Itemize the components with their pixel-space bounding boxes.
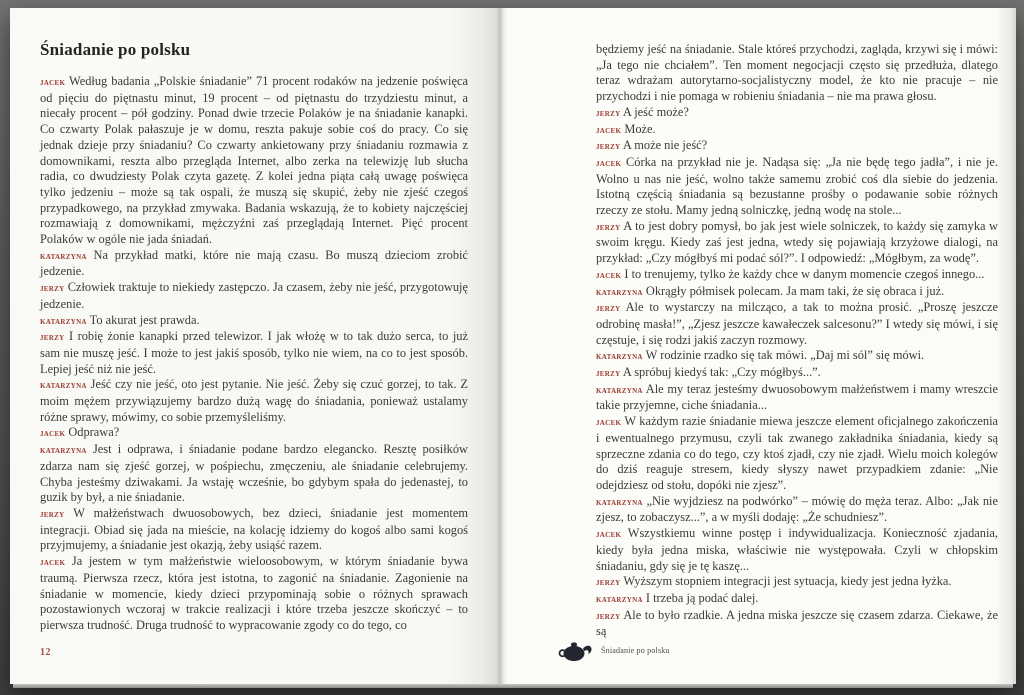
- right-page-text: [596, 42, 998, 640]
- dialogue-entry: katarzyna Jeść czy nie jeść, oto jest pytanie. Nie jeść. Żeby się czuć gorzej, to tak. Z moim mężem przywiązujemy bardzo dużą wagę do śniadania, ponieważ ustalamy różne sprawy, mówimy, co sobie przemyśleliśmy.: [40, 377, 468, 424]
- dialogue-entry: katarzyna „Nie wyjdziesz na podwórko” – mówię do męża teraz. Albo: „Jak nie zjesz, to zobaczysz...”, a w myśli dodaję: „Że schudniesz”.: [596, 493, 998, 525]
- open-book: [10, 8, 1016, 684]
- dialogue-entry: jacek Odprawa?: [40, 425, 120, 440]
- dialogue-entry: katarzyna To akurat jest prawda.: [40, 312, 200, 327]
- running-footer-label: Śniadanie po polsku: [601, 645, 670, 655]
- dialogue-entry: jacek W każdym razie śniadanie miewa jeszcze element oficjalnego zakończenia i ewentualnego przymusu, czyli tak zwanego zakładnika śniadania, kiedy są sprzeczne zdania co do tego, czy ktoś zjadł, czy nie zjadł. Wielu moich kolegów do dziś reaguje stresem, kiedy słyszy nawet przypadkiem zdanie: „Nie odejdziesz od stołu, dopóki nie zjesz”.: [596, 414, 999, 492]
- speaker-label: katarzyna: [40, 250, 87, 262]
- dialogue-entry: jerzy Wyższym stopniem integracji jest sytuacja, kiedy jest jedna łyżka.: [596, 574, 952, 589]
- speaker-label: jacek: [40, 557, 66, 569]
- speaker-label: jacek: [596, 269, 622, 281]
- teapot-icon: [558, 638, 592, 662]
- dialogue-entry: katarzyna Jest i odprawa, i śniadanie podane bardzo elegancko. Resztę posiłków zdarza nam się zjeść gorzej, w pośpiechu, zmęczeniu, ale śniadanie celebrujemy. Chyba jesteśmy dziwakami. Ja wstaję wcześnie, bo gdybym spała do jedenastej, to guzik by był, a nie śniadanie.: [40, 442, 468, 505]
- dialogue-entry: katarzyna I trzeba ją podać dalej.: [596, 590, 759, 605]
- chapter-title: Śniadanie po polsku: [40, 40, 191, 59]
- speaker-label: katarzyna: [596, 593, 643, 605]
- speaker-label: jerzy: [596, 577, 621, 589]
- dialogue-entry: katarzyna Na przykład matki, które nie mają czasu. Bo muszą dzieciom zrobić jedzenie.: [40, 247, 468, 279]
- dialogue-entry: jerzy A jeść może?: [596, 104, 689, 119]
- dialogue-entry: jerzy Ale to wystarczy na milcząco, a tak to można prosić. „Proszę jeszcze odrobinę masła!”, „Zjesz jeszcze kawałeczek salcesonu?” I wtedy się mówi, i się częstuje, i się rodzi jakiś zaczyn rozmowy.: [596, 300, 998, 347]
- dialogue-entry: jacek Ja jestem w tym małżeństwie wieloosobowym, w którym śniadanie bywa traumą. Pierwsza rzecz, która jest istotna, to zagonić na śniadanie. Zagonienie na śniadanie w momencie, kiedy dzieci przypominają sobie o różnych sprawach pozostawionych wczoraj w trakcie realizacji i które trzeba jeszcze skończyć – to pierwsza trudność. Druga trudność to wypracowanie zgody co do tego, co: [40, 554, 468, 632]
- dialogue-entry: jerzy A to jest dobry pomysł, bo jak jest wiele solniczek, to każdy się zamyka w swoim kręgu. Kiedy zaś jest jedna, wtedy się pojawiają krzyżowe dialogi, na przykład: „Czy mógłbyś mi podać sól?”. I odpowiedź: „Mógłbym, za wodę”.: [596, 218, 999, 266]
- speaker-label: jerzy: [596, 221, 621, 233]
- book-spine: [497, 8, 508, 684]
- dialogue-entry: jerzy I robię żonie kanapki przed telewizor. I jak włożę w to tak dużo serca, to już sam nie muszę jeść. I może to jest jakiś sposób, tylko nie wiem, na co to jest sposób. Lepiej jeść niż nie jeść.: [40, 329, 468, 376]
- dialogue-entry: katarzyna W rodzinie rzadko się tak mówi. „Daj mi sól” się mówi.: [596, 348, 925, 363]
- speaker-label: jerzy: [596, 107, 621, 119]
- dialogue-entry: jacek Może.: [596, 121, 656, 136]
- dialogue-entry: będziemy jeść na śniadanie. Stale któreś przychodzi, zagląda, krzywi się i mówi: „Ja tego nie chciałem”. Ten moment negocjacji często się przedłuża, dlatego teraz wdrażam autorytarno-socjalistyczny model, że kto nie pracuje – nie przychodzi i nie pomaga w robieniu śniadania – nie ma prawa głosu.: [596, 42, 998, 104]
- speaker-label: katarzyna: [40, 315, 87, 327]
- running-footer: [558, 638, 670, 662]
- speaker-label: katarzyna: [40, 380, 87, 392]
- speaker-label: katarzyna: [596, 351, 643, 363]
- dialogue-entry: jerzy Ale to było rzadkie. A jedna miska jeszcze się czasem zdarza. Ciekawe, że są: [596, 607, 998, 639]
- speaker-label: katarzyna: [40, 445, 87, 457]
- dialogue-entry: jerzy Człowiek traktuje to niekiedy zastępczo. Ja czasem, żeby nie jeść, przygotowuję jedzenie.: [40, 280, 468, 311]
- left-page-text: [40, 74, 468, 634]
- left-page: [10, 8, 497, 684]
- speaker-label: jerzy: [596, 610, 621, 622]
- speaker-label: jacek: [596, 157, 622, 169]
- speaker-label: jerzy: [596, 368, 621, 380]
- dialogue-entry: katarzyna Ale my teraz jesteśmy dwuosobowym małżeństwem i mamy wreszcie takie przyjemne, ciche śniadania...: [596, 381, 998, 413]
- speaker-label: jacek: [596, 124, 622, 136]
- dialogue-entry: jerzy A spróbuj kiedyś tak: „Czy mógłbyś...”.: [596, 365, 821, 380]
- speaker-label: katarzyna: [596, 384, 643, 396]
- speaker-label: jerzy: [596, 141, 621, 153]
- speaker-label: katarzyna: [596, 286, 643, 298]
- dialogue-entry: jacek Według badania „Polskie śniadanie” 71 procent rodaków na jedzenie poświęca od pięciu do piętnastu minut, 19 procent – od piętnastu do trzydziestu minut, a niecały procent – pół godziny. Ponad dwie trzecie Polaków je na śniadanie kanapki. Co czwarty Polak pałaszuje je w domu, reszta pakuje sobie coś do pracy. Co się jednak dzieje przy śniadaniu? Co czwarty ankietowany przy śniadaniu rozmawia z domownikami, reszta albo przegląda Internet, albo zerka na telewizję lub słucha radia, co dwudziesty Polak czyta gazetę. Z kolei jedna piąta całą uwagę poświęca tylko jedzeniu – może są tak ospali, że muszą się skupić, żeby nie zjeść czegoś przypadkowego, na przykład zmywaka. Badania wskazują, że to kobiety najczęściej rozmawiają z domownikami, mężczyźni zaś przeglądają Internet. Pięć procent Polaków w ogóle nie jada śniadań.: [40, 74, 469, 247]
- speaker-label: jacek: [40, 428, 66, 440]
- dialogue-entry: jerzy W małżeństwach dwuosobowych, bez dzieci, śniadanie jest momentem integracji. Obiad się jada na mieście, na kolację idziemy do kogoś albo sami kogoś przyjmujemy, a śniadanie jest okazją, żeby usiąść razem.: [40, 505, 468, 553]
- dialogue-entry: jacek Wszystkiemu winne postęp i indywidualizacja. Konieczność zjadania, kiedy była jedna miska, właściwie nie występowała. Czyli w chłopskim śniadaniu, gdy się je tę kaszę...: [596, 526, 999, 573]
- dialogue-entry: jacek I to trenujemy, tylko że każdy chce w danym momencie czegoś innego...: [596, 266, 985, 281]
- dialogue-entry: jacek Córka na przykład nie je. Nadąsa się: „Ja nie będę tego jadła”, i nie je. Wolno u nas nie jeść, wolno także samemu zrobić coś dla siebie do jedzenia. Istotną częścią śniadania są bezustanne prośby o podawanie sobie różnych rzeczy ze stołu. Mamy jedną solniczkę, jedną wodę na stole...: [596, 154, 998, 218]
- right-page: [508, 8, 1016, 684]
- speaker-label: katarzyna: [596, 496, 643, 508]
- speaker-label: jacek: [40, 77, 66, 88]
- speaker-label: jacek: [596, 529, 622, 541]
- dialogue-entry: jerzy A może nie jeść?: [596, 138, 708, 153]
- speaker-label: jerzy: [596, 303, 621, 315]
- dialogue-entry: katarzyna Okrągły półmisek polecam. Ja mam taki, że się obraca i już.: [596, 283, 945, 298]
- speaker-label: jerzy: [40, 283, 65, 295]
- speaker-label: jacek: [596, 417, 622, 429]
- page-number: 12: [40, 647, 51, 658]
- speaker-label: jerzy: [40, 332, 65, 344]
- speaker-label: jerzy: [40, 508, 65, 520]
